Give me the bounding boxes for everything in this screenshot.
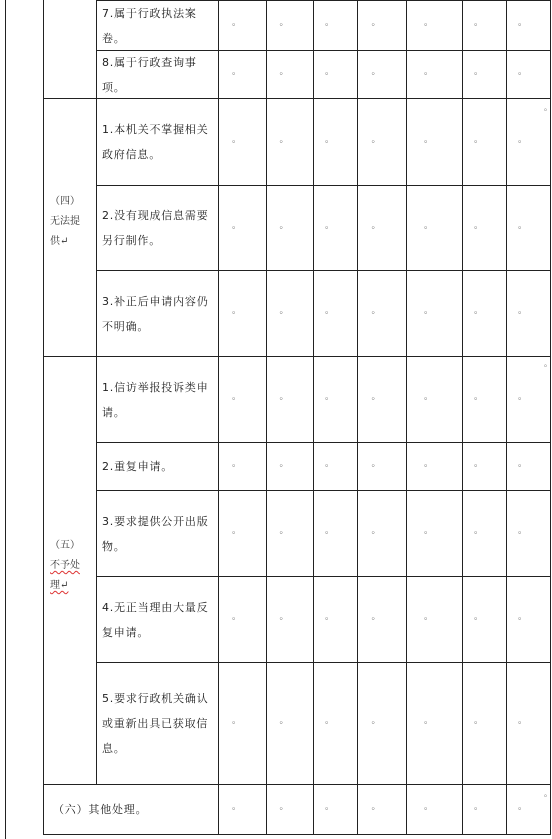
value-mark: 。 — [324, 716, 334, 726]
value-cell — [219, 51, 266, 98]
value-cell — [358, 577, 406, 662]
row-label: 2.没有现成信息需要另行制作。 — [102, 209, 209, 247]
category-four-line2: 无法提 — [50, 216, 80, 227]
category-four-line3: 供↵ — [50, 236, 69, 247]
value-cell — [219, 186, 266, 270]
value-mark: 。 — [473, 18, 483, 28]
value-cell — [219, 577, 266, 662]
value-cell — [507, 271, 550, 356]
value-cell — [314, 51, 357, 98]
category-four-line1: （四） — [50, 196, 80, 207]
value-mark: 。 — [279, 18, 289, 28]
value-cell — [267, 99, 313, 185]
value-mark: 。 — [279, 67, 289, 77]
value-cell — [267, 186, 313, 270]
value-mark: 。 — [231, 134, 241, 145]
value-cell — [463, 186, 506, 270]
value-cell — [314, 663, 357, 784]
value-mark: 。 — [423, 526, 433, 536]
value-cell — [507, 186, 550, 270]
row-divider — [43, 834, 550, 835]
edge-mark: 。 — [544, 103, 552, 112]
value-cell — [407, 491, 462, 576]
value-cell — [407, 271, 462, 356]
value-cell — [267, 1, 313, 50]
value-cell — [314, 271, 357, 356]
value-cell — [267, 577, 313, 662]
category-five-line3: 理↵ — [50, 580, 69, 591]
value-mark: 。 — [473, 612, 483, 622]
value-mark: 。 — [517, 306, 527, 316]
value-cell — [407, 51, 462, 98]
value-mark: 。 — [231, 392, 241, 402]
value-mark: 。 — [423, 612, 433, 622]
value-mark: 。 — [279, 392, 289, 402]
value-cell — [267, 785, 313, 834]
value-cell — [507, 51, 550, 98]
row-label-cell — [97, 1, 218, 50]
value-cell — [358, 491, 406, 576]
value-mark: 。 — [231, 526, 241, 536]
row-label: （六）其他处理。 — [53, 803, 148, 816]
column-divider — [43, 0, 44, 835]
value-mark: 。 — [231, 716, 241, 726]
value-mark: 。 — [371, 134, 381, 145]
value-cell — [507, 1, 550, 50]
value-cell — [219, 271, 266, 356]
value-cell — [358, 663, 406, 784]
value-mark: 。 — [423, 392, 433, 402]
value-mark: 。 — [473, 392, 483, 402]
row-label-cell-other — [48, 785, 218, 834]
value-cell — [219, 491, 266, 576]
value-cell — [507, 491, 550, 576]
value-cell — [358, 99, 406, 185]
row-label: 7.属于行政执法案卷。 — [102, 6, 197, 45]
value-mark: 。 — [324, 526, 334, 536]
row-label: 4.无正当理由大量反复申请。 — [102, 600, 209, 639]
value-mark: 。 — [324, 220, 334, 231]
value-mark: 。 — [473, 802, 483, 812]
value-mark: 。 — [371, 716, 381, 726]
value-mark: 。 — [371, 220, 381, 231]
value-cell — [358, 785, 406, 834]
value-cell — [463, 491, 506, 576]
row-label: 3.补正后申请内容仍不明确。 — [102, 294, 209, 333]
value-mark: 。 — [473, 459, 483, 469]
value-mark: 。 — [231, 18, 241, 28]
value-cell — [314, 577, 357, 662]
value-cell — [314, 99, 357, 185]
row-label: 3.要求提供公开出版物。 — [102, 514, 209, 553]
value-mark: 。 — [423, 716, 433, 726]
value-mark: 。 — [473, 67, 483, 77]
value-cell — [219, 1, 266, 50]
value-mark: 。 — [371, 67, 381, 77]
value-cell — [507, 443, 550, 490]
row-label-cell — [97, 357, 218, 442]
value-mark: 。 — [231, 67, 241, 77]
edge-mark: 。 — [544, 359, 552, 368]
value-mark: 。 — [371, 526, 381, 536]
value-cell — [358, 1, 406, 50]
category-five-line2: 不予处 — [50, 560, 80, 571]
value-cell — [507, 663, 550, 784]
value-cell — [267, 271, 313, 356]
outer-border-left — [5, 0, 6, 839]
value-mark: 。 — [371, 459, 381, 469]
value-mark: 。 — [279, 459, 289, 469]
value-mark: 。 — [517, 220, 527, 231]
value-mark: 。 — [324, 612, 334, 622]
value-cell — [407, 785, 462, 834]
value-cell — [267, 357, 313, 442]
category-cell-four — [50, 192, 96, 252]
value-mark: 。 — [231, 306, 241, 316]
value-cell — [463, 357, 506, 442]
value-mark: 。 — [231, 612, 241, 622]
value-cell — [507, 577, 550, 662]
value-cell — [314, 491, 357, 576]
edge-mark: 。 — [544, 789, 552, 798]
row-label: 5.要求行政机关确认或重新出具已获取信息。 — [102, 692, 209, 755]
value-mark: 。 — [279, 612, 289, 622]
value-cell — [358, 271, 406, 356]
value-mark: 。 — [324, 802, 334, 812]
value-mark: 。 — [324, 134, 334, 145]
value-cell — [463, 663, 506, 784]
value-cell — [407, 1, 462, 50]
row-label-cell — [97, 271, 218, 356]
value-mark: 。 — [473, 220, 483, 231]
value-mark: 。 — [279, 134, 289, 145]
value-mark: 。 — [371, 802, 381, 812]
row-label-cell — [97, 663, 218, 784]
value-mark: 。 — [371, 392, 381, 402]
value-cell — [267, 663, 313, 784]
value-cell — [314, 357, 357, 442]
value-mark: 。 — [517, 134, 527, 145]
value-mark: 。 — [517, 392, 527, 402]
value-mark: 。 — [423, 134, 433, 145]
value-mark: 。 — [324, 392, 334, 402]
value-mark: 。 — [279, 802, 289, 812]
value-mark: 。 — [324, 459, 334, 469]
value-mark: 。 — [324, 306, 334, 316]
row-label-cell — [97, 186, 218, 270]
value-mark: 。 — [423, 220, 433, 231]
outer-border-right — [550, 0, 551, 835]
value-mark: 。 — [423, 802, 433, 812]
value-cell — [358, 186, 406, 270]
value-cell — [267, 491, 313, 576]
value-cell — [314, 1, 357, 50]
value-cell — [463, 443, 506, 490]
value-mark: 。 — [517, 612, 527, 622]
value-mark: 。 — [423, 18, 433, 28]
value-mark: 。 — [371, 612, 381, 622]
row-label-cell — [97, 491, 218, 576]
value-mark: 。 — [517, 67, 527, 77]
value-cell — [463, 271, 506, 356]
value-cell — [358, 357, 406, 442]
value-cell — [407, 186, 462, 270]
row-label: 2.重复申请。 — [102, 460, 174, 473]
value-mark: 。 — [279, 526, 289, 536]
value-cell — [463, 99, 506, 185]
value-mark: 。 — [324, 18, 334, 28]
value-cell — [463, 1, 506, 50]
value-cell — [463, 577, 506, 662]
value-mark: 。 — [517, 18, 527, 28]
value-cell — [219, 663, 266, 784]
value-cell — [407, 577, 462, 662]
value-cell — [314, 186, 357, 270]
value-cell — [314, 785, 357, 834]
value-mark: 。 — [279, 716, 289, 726]
value-cell — [407, 443, 462, 490]
value-cell — [358, 443, 406, 490]
value-mark: 。 — [324, 67, 334, 77]
value-cell — [407, 663, 462, 784]
category-cell-five — [50, 536, 96, 596]
value-cell — [219, 99, 266, 185]
value-mark: 。 — [517, 459, 527, 469]
value-mark: 。 — [517, 802, 527, 812]
value-mark: 。 — [423, 67, 433, 77]
row-label-cell — [97, 99, 218, 185]
value-cell — [507, 357, 550, 442]
value-mark: 。 — [423, 459, 433, 469]
row-label-cell — [97, 577, 218, 662]
value-cell — [219, 785, 266, 834]
value-mark: 。 — [231, 220, 241, 231]
value-cell — [267, 443, 313, 490]
row-label: 8.属于行政查询事项。 — [102, 55, 197, 94]
value-cell — [219, 357, 266, 442]
value-mark: 。 — [231, 802, 241, 812]
value-mark: 。 — [371, 18, 381, 28]
row-label-cell — [97, 51, 218, 98]
value-cell — [463, 785, 506, 834]
value-cell — [267, 51, 313, 98]
value-cell — [407, 99, 462, 185]
value-mark: 。 — [279, 306, 289, 316]
value-cell — [219, 443, 266, 490]
category-five-line1: （五） — [50, 540, 80, 551]
value-mark: 。 — [423, 306, 433, 316]
value-mark: 。 — [473, 306, 483, 316]
value-mark: 。 — [279, 220, 289, 231]
value-mark: 。 — [371, 306, 381, 316]
value-cell — [358, 51, 406, 98]
row-label-cell — [97, 443, 218, 490]
row-label: 1.信访举报投诉类申请。 — [102, 380, 209, 419]
value-cell — [314, 443, 357, 490]
value-mark: 。 — [473, 716, 483, 726]
value-cell — [407, 357, 462, 442]
value-mark: 。 — [231, 459, 241, 469]
value-mark: 。 — [517, 526, 527, 536]
value-cell — [463, 51, 506, 98]
row-label: 1.本机关不掌握相关政府信息。 — [102, 123, 209, 161]
value-mark: 。 — [473, 526, 483, 536]
value-mark: 。 — [473, 134, 483, 145]
value-mark: 。 — [517, 716, 527, 726]
